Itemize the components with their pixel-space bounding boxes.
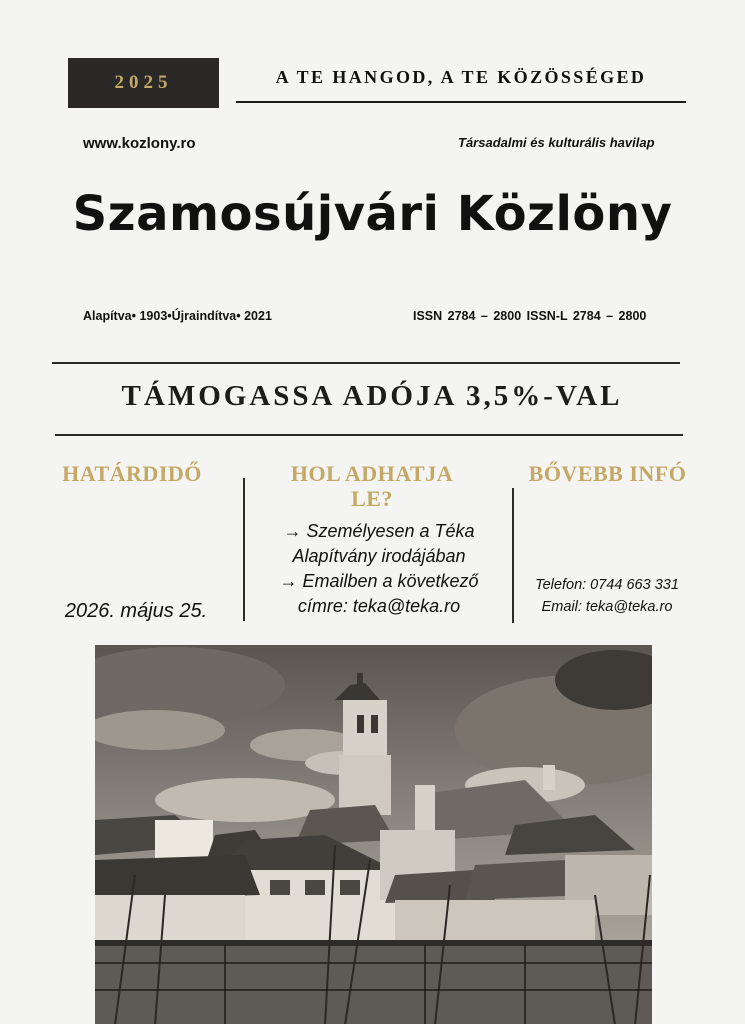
page-title: Szamosújvári Közlöny <box>72 186 673 242</box>
deadline-date: 2026. május 25. <box>64 600 208 622</box>
where-line: Alapítvány irodájában <box>292 546 466 566</box>
info-heading: BŐVEBB INFÓ <box>528 461 687 486</box>
where-list <box>248 519 510 619</box>
where-heading <box>262 461 482 511</box>
slogan: A TE HANGOD, A TE KÖZÖSSÉGED <box>275 67 647 87</box>
where-line: → Személyesen a Téka <box>283 521 475 541</box>
divider-top <box>52 362 680 364</box>
issn-info: ISSN 2784 – 2800 ISSN-L 2784 – 2800 <box>413 309 647 323</box>
contact-email[interactable]: Email: teka@teka.ro <box>541 599 673 615</box>
contact-info <box>512 574 702 618</box>
slogan-underline <box>236 101 686 103</box>
column-divider-left <box>243 478 245 621</box>
divider-bottom <box>55 434 683 436</box>
publication-tagline: Társadalmi és kulturális havilap <box>458 135 655 150</box>
year-badge <box>68 58 219 108</box>
where-heading-line2: LE? <box>351 486 393 511</box>
year-text: 2025 <box>114 72 173 93</box>
town-photo <box>95 645 652 1024</box>
town-photo-image <box>95 645 652 1024</box>
where-heading-line1: HOL ADHATJA <box>290 461 454 486</box>
website-link[interactable]: www.kozlony.ro <box>83 135 196 152</box>
where-line[interactable]: címre: teka@teka.ro <box>297 596 461 616</box>
where-line: → Emailben a következő <box>279 571 479 591</box>
founded-info: Alapítva• 1903•Újraindítva• 2021 <box>83 309 272 323</box>
support-banner: TÁMOGASSA ADÓJA 3,5%-VAL <box>121 380 623 412</box>
contact-phone[interactable]: Telefon: 0744 663 331 <box>535 577 679 593</box>
deadline-heading: HATÁRDIDŐ <box>62 461 202 486</box>
